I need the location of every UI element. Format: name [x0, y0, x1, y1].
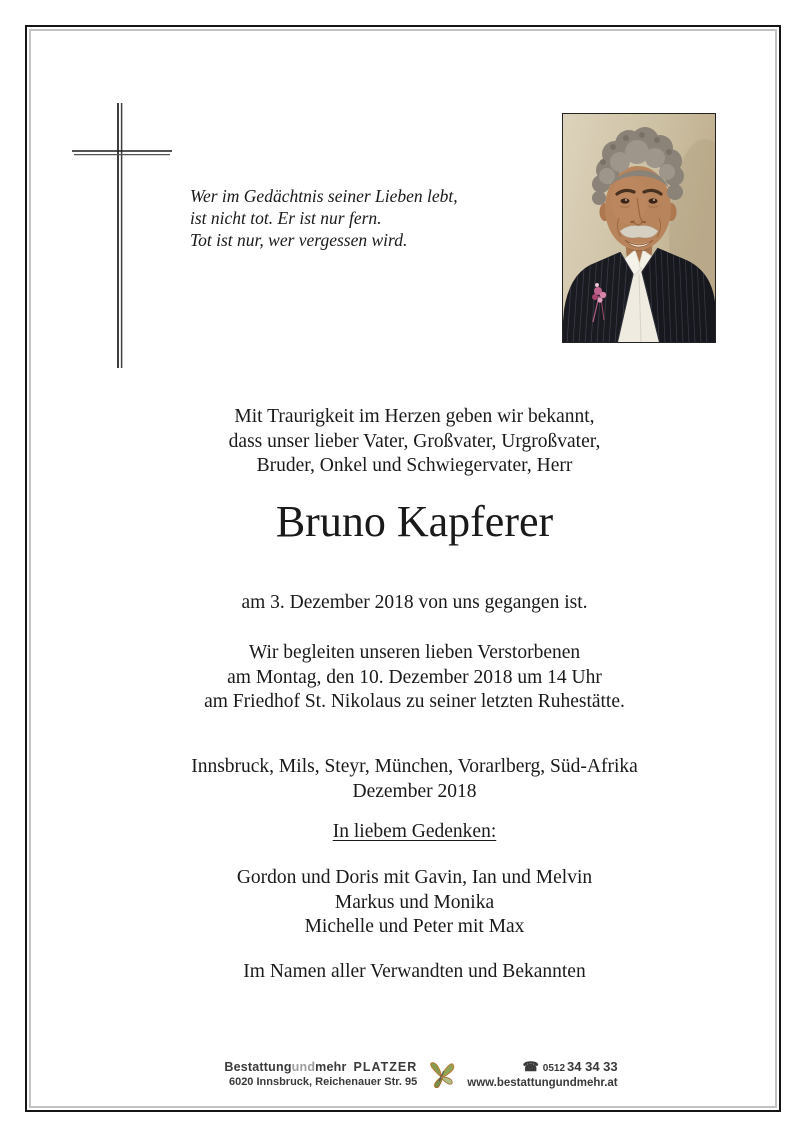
cross-icon	[70, 100, 175, 370]
funeral-details	[24, 641, 805, 715]
closing-line: Im Namen aller Verwandten und Bekannten	[243, 961, 586, 982]
funeral-line: Wir begleiten unseren lieben Verstorbenen	[248, 642, 581, 663]
memorial-quote	[190, 185, 458, 251]
phone-line	[467, 1059, 617, 1075]
phone-number: 34 34 33	[567, 1059, 618, 1074]
mourner-line: Gordon und Doris mit Gavin, Ian und Melvin	[236, 867, 593, 888]
funeral-home-contact	[467, 1059, 617, 1089]
mourners-list	[24, 866, 805, 940]
firm-name-part-bold: Bestattung	[224, 1060, 292, 1074]
funeral-home-address: 6020 Innsbruck, Reichenauer Str. 95	[228, 1076, 418, 1088]
mourner-line: Markus und Monika	[334, 891, 495, 913]
funeral-line: am Montag, den 10. Dezember 2018 um 14 Uhr	[227, 666, 602, 688]
announcement-text	[24, 405, 805, 479]
remembrance-heading-text: In liebem Gedenken:	[332, 821, 497, 842]
funeral-home-name	[224, 1060, 417, 1074]
firm-name-suffix: PLATZER	[353, 1060, 418, 1074]
announcement-line: dass unser lieber Vater, Großvater, Urgroßvater,	[228, 430, 601, 452]
remembrance-heading	[24, 820, 805, 845]
portrait-illustration	[563, 114, 715, 342]
portrait-photo	[562, 113, 716, 343]
phone-area-code: 0512	[542, 1063, 566, 1074]
quote-line: Tot ist nur, wer vergessen wird.	[190, 230, 408, 250]
butterfly-logo-icon	[426, 1060, 458, 1088]
firm-name-part-bold: mehr	[315, 1060, 347, 1074]
mourner-line: Michelle und Peter mit Max	[304, 916, 525, 937]
funeral-home-footer	[37, 1059, 805, 1089]
funeral-home-identity	[224, 1060, 417, 1088]
firm-name-part-light: und	[291, 1060, 316, 1074]
places-block	[24, 755, 805, 804]
funeral-line: am Friedhof St. Nikolaus zu seiner letzten Ruhestätte.	[204, 691, 625, 712]
places-line: Innsbruck, Mils, Steyr, München, Vorarlberg, Süd-Afrika	[191, 756, 638, 777]
announcement-line: Mit Traurigkeit im Herzen geben wir bekannt,	[234, 406, 595, 427]
website-text: www.bestattungundmehr.at	[467, 1077, 618, 1089]
phone-icon: ☎	[522, 1059, 539, 1074]
quote-line: ist nicht tot. Er ist nur fern.	[190, 208, 382, 228]
deceased-name: Bruno Kapferer	[275, 497, 554, 546]
month-year-line: Dezember 2018	[352, 780, 477, 802]
passing-date-line: am 3. Dezember 2018 von uns gegangen ist.	[241, 592, 588, 613]
quote-line: Wer im Gedächtnis seiner Lieben lebt,	[190, 186, 458, 206]
announcement-line: Bruder, Onkel und Schwiegervater, Herr	[256, 455, 573, 476]
